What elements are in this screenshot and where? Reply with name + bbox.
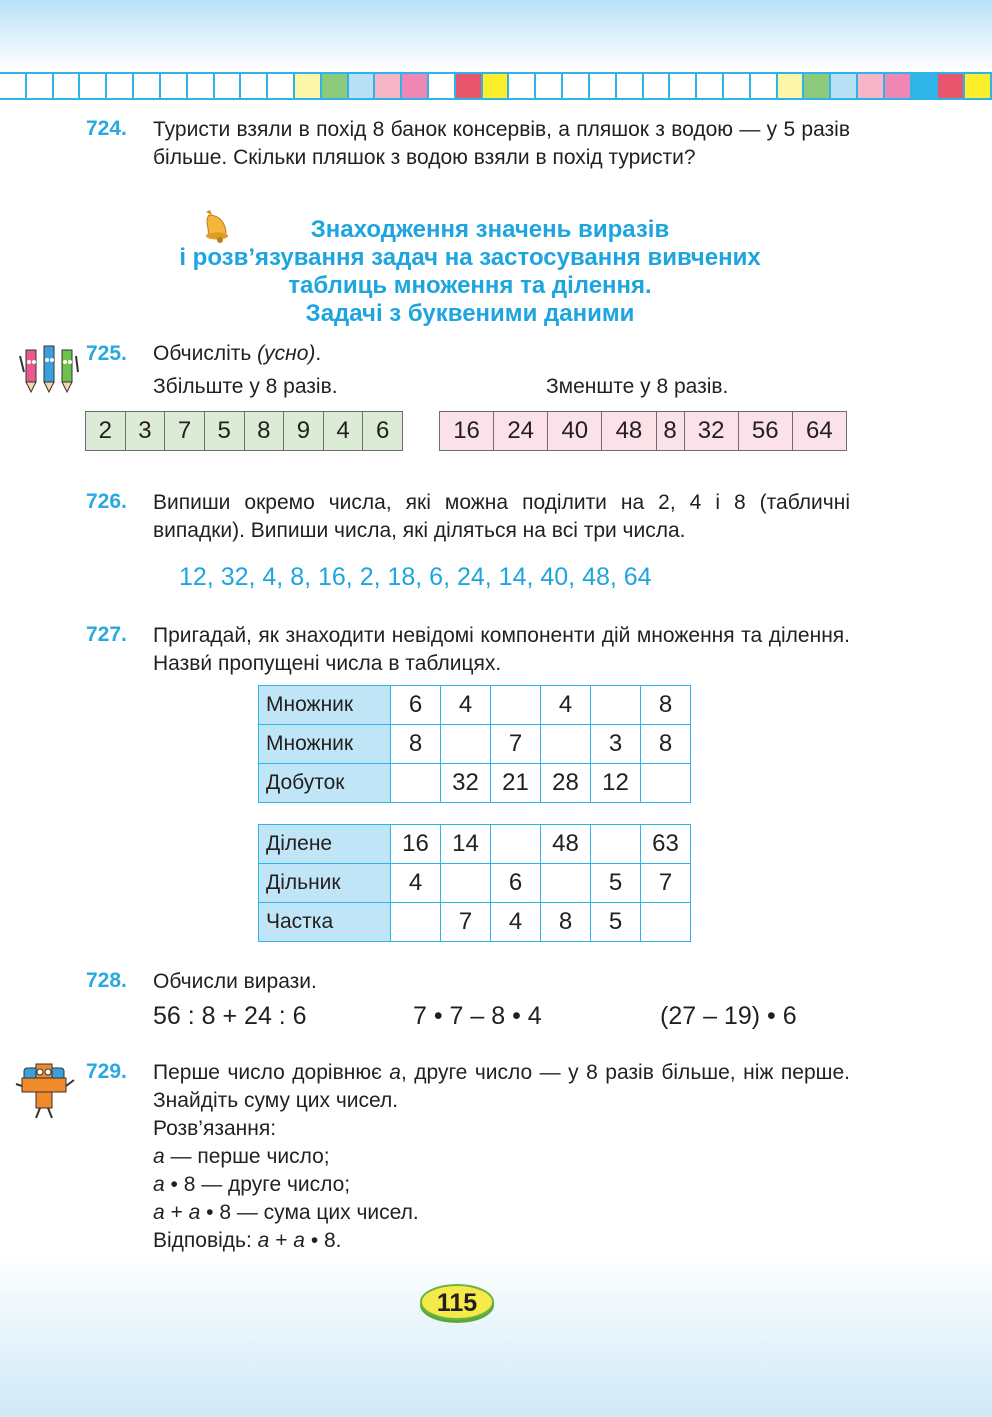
stripe-cell bbox=[107, 74, 134, 98]
var-a: а bbox=[153, 1201, 165, 1224]
table-cell bbox=[541, 725, 591, 764]
stripe-cell bbox=[456, 74, 483, 98]
decrease-cell: 8 bbox=[656, 412, 684, 451]
heading-line-4: Задачі з буквеними даними bbox=[305, 300, 635, 327]
text-part: • 8. bbox=[304, 1229, 342, 1252]
table-cell: 16 bbox=[391, 825, 441, 864]
multiplication-table bbox=[258, 685, 691, 803]
stripe-cell bbox=[188, 74, 215, 98]
problem-number-726: 726. bbox=[86, 490, 127, 513]
table-row bbox=[259, 864, 691, 903]
stripe-cell bbox=[965, 74, 992, 98]
table-cell: 7 bbox=[641, 864, 691, 903]
increase-cell: 2 bbox=[86, 412, 126, 451]
problem-text-726: Випиши окремо числа, які можна поділити на 2, 4 і 8 (табличні випадки). Випиши числа, які діляться на всі три числа. bbox=[153, 491, 850, 542]
table-cell: 6 bbox=[391, 686, 441, 725]
stripe-cell bbox=[0, 74, 27, 98]
solution-line-2 bbox=[153, 1171, 850, 1199]
stripe-cell bbox=[509, 74, 536, 98]
var-a: а bbox=[389, 1061, 401, 1084]
intro: Обчисліть bbox=[153, 342, 252, 365]
table-cell: 32 bbox=[441, 764, 491, 803]
var-a: а bbox=[293, 1229, 305, 1252]
table-row bbox=[259, 764, 691, 803]
decrease-cell: 32 bbox=[684, 412, 738, 451]
decrease-label: Зменште у 8 разів. bbox=[546, 375, 729, 398]
stripe-cell bbox=[590, 74, 617, 98]
text-part: • 8 — друге число; bbox=[164, 1173, 351, 1196]
stripe-cell bbox=[268, 74, 295, 98]
table-cell: 8 bbox=[391, 725, 441, 764]
table-cell bbox=[491, 825, 541, 864]
increase-table bbox=[85, 411, 403, 451]
plus-character-icon bbox=[12, 1060, 78, 1122]
table-cell: 6 bbox=[491, 864, 541, 903]
decrease-cell: 40 bbox=[548, 412, 602, 451]
stripe-cell bbox=[804, 74, 831, 98]
stripe-cell bbox=[644, 74, 671, 98]
stripe-cell bbox=[751, 74, 778, 98]
stripe-cell bbox=[429, 74, 456, 98]
problem-text-727: Пригадай, як знаходити невідомі компоненти дій множення та ділення. Назви́ пропущені числа в таблицях. bbox=[153, 624, 850, 675]
stripe-cell bbox=[563, 74, 590, 98]
table-cell: 14 bbox=[441, 825, 491, 864]
stripe-cell bbox=[536, 74, 563, 98]
section-heading bbox=[90, 216, 850, 328]
var-a: а bbox=[257, 1229, 270, 1252]
stripe-cell bbox=[724, 74, 751, 98]
answer-label: Відповідь: bbox=[153, 1229, 258, 1252]
problem-number-725: 725. bbox=[86, 342, 127, 365]
table-cell bbox=[591, 686, 641, 725]
decrease-cell: 24 bbox=[494, 412, 548, 451]
page-number-badge bbox=[418, 1282, 496, 1324]
table-cell: 28 bbox=[541, 764, 591, 803]
stripe-cell bbox=[670, 74, 697, 98]
text-part: • 8 — сума цих чисел. bbox=[200, 1201, 419, 1224]
decorative-stripe bbox=[0, 72, 992, 100]
decrease-cell: 56 bbox=[738, 412, 792, 451]
stripe-cell bbox=[375, 74, 402, 98]
solution-title: Розв’язання: bbox=[153, 1117, 277, 1140]
expression-2: 7 • 7 – 8 • 4 bbox=[413, 1002, 542, 1030]
intro-end: . bbox=[315, 342, 322, 365]
table-cell bbox=[591, 825, 641, 864]
table-cell: 48 bbox=[541, 825, 591, 864]
table-cell bbox=[391, 903, 441, 942]
table-cell: 7 bbox=[441, 903, 491, 942]
stripe-cell bbox=[241, 74, 268, 98]
row-label: Дільник bbox=[259, 864, 391, 903]
table-row bbox=[259, 825, 691, 864]
problem-number-729: 729. bbox=[86, 1060, 127, 1083]
stripe-cell bbox=[912, 74, 939, 98]
intro-italic: (усно) bbox=[257, 342, 316, 365]
answer-line bbox=[153, 1227, 850, 1255]
text-part: Перше число дорівнює bbox=[153, 1061, 390, 1084]
increase-cell: 4 bbox=[323, 412, 363, 451]
table-row bbox=[259, 686, 691, 725]
heading-line-2: і розв’язування задач на застосування вивчених bbox=[179, 244, 761, 271]
solution-line-1 bbox=[153, 1143, 850, 1171]
problem-text-729 bbox=[153, 1059, 850, 1115]
table-cell: 8 bbox=[641, 725, 691, 764]
stripe-cell bbox=[617, 74, 644, 98]
table-cell bbox=[441, 864, 491, 903]
increase-label: Збільште у 8 разів. bbox=[153, 375, 338, 398]
table-cell bbox=[441, 725, 491, 764]
problem-text-728: Обчисли вирази. bbox=[153, 970, 317, 993]
table-cell: 63 bbox=[641, 825, 691, 864]
row-label: Добуток bbox=[259, 764, 391, 803]
problem-number-728: 728. bbox=[86, 969, 127, 992]
stripe-cell bbox=[885, 74, 912, 98]
table-cell bbox=[541, 864, 591, 903]
heading-line-1: Знаходження значень виразів bbox=[310, 216, 670, 243]
stripe-cell bbox=[134, 74, 161, 98]
table-cell bbox=[641, 764, 691, 803]
stripe-cell bbox=[161, 74, 188, 98]
text-part: + bbox=[269, 1229, 294, 1252]
row-label: Частка bbox=[259, 903, 391, 942]
problem-text-724: Туристи взяли в похід 8 банок консервів, а пляшок з водою — у 5 разів більше. Скільки пляшок з водою взяли в похід туристи? bbox=[153, 118, 850, 169]
table-cell bbox=[641, 903, 691, 942]
stripe-cell bbox=[54, 74, 81, 98]
problem-number-727: 727. bbox=[86, 623, 127, 646]
stripe-cell bbox=[483, 74, 510, 98]
table-cell: 5 bbox=[591, 903, 641, 942]
stripe-cell bbox=[322, 74, 349, 98]
stripe-cell bbox=[858, 74, 885, 98]
number-list: 12, 32, 4, 8, 16, 2, 18, 6, 24, 14, 40, 48, 64 bbox=[179, 563, 652, 591]
page-number: 115 bbox=[436, 1289, 478, 1317]
decrease-cell: 48 bbox=[602, 412, 656, 451]
table-cell: 5 bbox=[591, 864, 641, 903]
var-a: а bbox=[153, 1145, 165, 1168]
increase-cell: 9 bbox=[284, 412, 324, 451]
heading-line-3: таблиць множення та ділення. bbox=[288, 272, 652, 299]
expression-3: (27 – 19) • 6 bbox=[660, 1002, 797, 1030]
table-row bbox=[259, 903, 691, 942]
stripe-cell bbox=[215, 74, 242, 98]
row-label: Множник bbox=[259, 725, 391, 764]
var-a: а bbox=[188, 1201, 201, 1224]
increase-cell: 6 bbox=[363, 412, 403, 451]
table-cell: 8 bbox=[541, 903, 591, 942]
decrease-cell: 16 bbox=[440, 412, 494, 451]
stripe-cell bbox=[295, 74, 322, 98]
text-part: + bbox=[164, 1201, 189, 1224]
table-cell: 4 bbox=[541, 686, 591, 725]
row-label: Множник bbox=[259, 686, 391, 725]
division-table bbox=[258, 824, 691, 942]
increase-cell: 5 bbox=[204, 412, 244, 451]
stripe-cell bbox=[349, 74, 376, 98]
table-cell: 3 bbox=[591, 725, 641, 764]
stripe-cell bbox=[402, 74, 429, 98]
stripe-cell bbox=[778, 74, 805, 98]
stripe-cell bbox=[27, 74, 54, 98]
table-cell: 21 bbox=[491, 764, 541, 803]
table-cell: 8 bbox=[641, 686, 691, 725]
decrease-table bbox=[439, 411, 847, 451]
pencils-icon bbox=[18, 342, 80, 394]
text-part: — перше число; bbox=[164, 1145, 330, 1168]
decrease-cell: 64 bbox=[792, 412, 846, 451]
solution-line-3 bbox=[153, 1199, 850, 1227]
table-cell bbox=[391, 764, 441, 803]
table-cell: 4 bbox=[391, 864, 441, 903]
table-row bbox=[259, 725, 691, 764]
table-cell: 7 bbox=[491, 725, 541, 764]
table-cell: 12 bbox=[591, 764, 641, 803]
increase-cell: 7 bbox=[165, 412, 205, 451]
expression-1: 56 : 8 + 24 : 6 bbox=[153, 1002, 307, 1030]
table-cell: 4 bbox=[491, 903, 541, 942]
increase-cell: 8 bbox=[244, 412, 284, 451]
text-part: , друге число — у 8 разів більше, ніж перше. Знайдіть суму цих чисел. bbox=[153, 1061, 850, 1112]
stripe-cell bbox=[831, 74, 858, 98]
var-a: а bbox=[153, 1173, 165, 1196]
table-cell: 4 bbox=[441, 686, 491, 725]
problem-text-725 bbox=[153, 340, 850, 368]
increase-cell: 3 bbox=[125, 412, 165, 451]
stripe-cell bbox=[938, 74, 965, 98]
table-cell bbox=[491, 686, 541, 725]
problem-number-724: 724. bbox=[86, 117, 127, 140]
row-label: Ділене bbox=[259, 825, 391, 864]
stripe-cell bbox=[697, 74, 724, 98]
stripe-cell bbox=[80, 74, 107, 98]
